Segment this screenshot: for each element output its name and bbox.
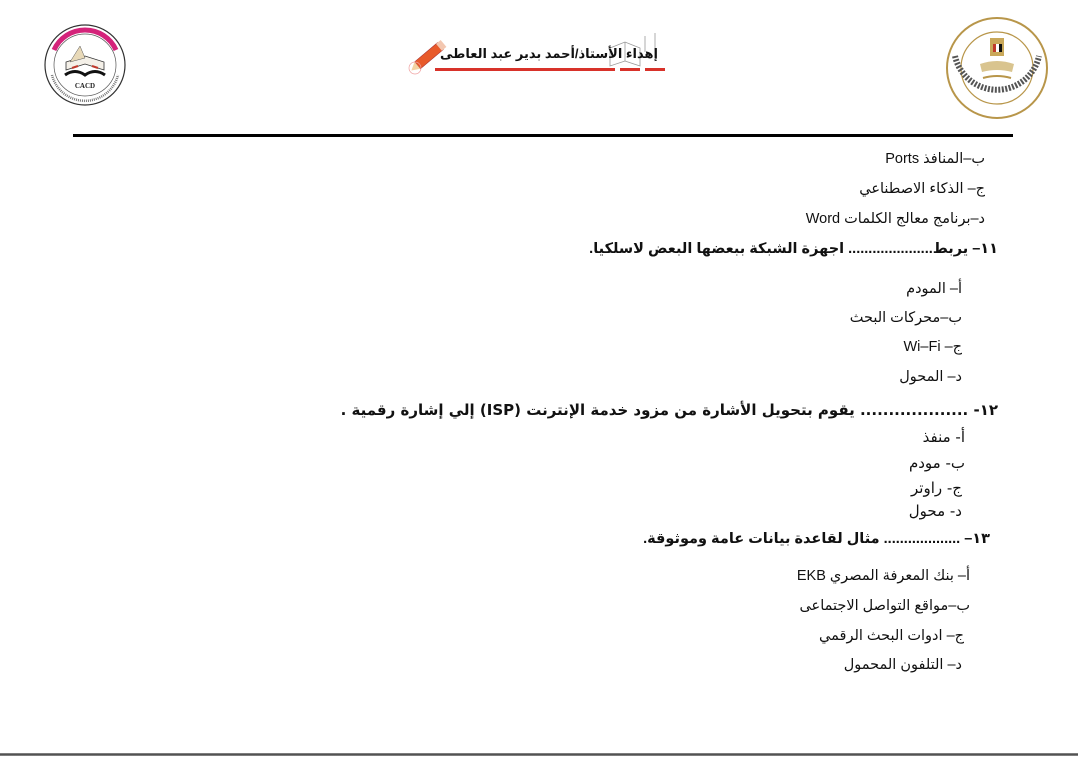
q13-option-b: ب–مواقع التواصل الاجتماعى <box>799 598 970 614</box>
q11-option-b: ب–محركات البحث <box>849 310 962 326</box>
q12-option-d: د- محول <box>908 502 962 520</box>
header-divider <box>73 134 1013 137</box>
question-11: ١١– يربط..................... اجهزة الشبكة ببعضها البعض لاسلكيا. <box>589 241 998 257</box>
ministry-logo <box>945 16 1049 120</box>
q12-option-c: ج- راوتر <box>911 479 962 497</box>
q13-option-a: أ– بنك المعرفة المصري EKB <box>796 568 970 584</box>
q12-option-b: ب- مودم <box>908 454 965 472</box>
question-12: ١٢- ................... يقوم بتحويل الأشارة من مزود خدمة الإنترنت (ISP) إلي إشارة رقمية . <box>340 401 998 419</box>
q13-option-c: ج– ادوات البحث الرقمي <box>819 628 964 644</box>
footer-divider <box>0 753 1078 756</box>
author-dedication: إهداء الأستاذ/أحمد بدير عبد العاطى <box>440 46 658 61</box>
cacd-logo <box>40 20 130 110</box>
q12-option-a: أ- منفذ <box>922 428 965 446</box>
q11-option-c: ج– Wi–Fi <box>903 339 962 355</box>
option-b-ports: ب–المنافذ Ports <box>885 151 985 167</box>
svg-text:CACD: CACD <box>74 82 96 90</box>
question-13: ١٣– ................... مثال لقاعدة بيانات عامة وموثوقة. <box>643 531 990 547</box>
option-c-ai: ج– الذكاء الاصطناعي <box>859 181 985 197</box>
option-d-word: د–برنامج معالج الكلمات Word <box>805 211 985 227</box>
q11-option-a: أ– المودم <box>906 281 962 297</box>
q11-option-d: د– المحول <box>899 369 962 385</box>
q13-option-d: د– التلفون المحمول <box>843 657 962 673</box>
